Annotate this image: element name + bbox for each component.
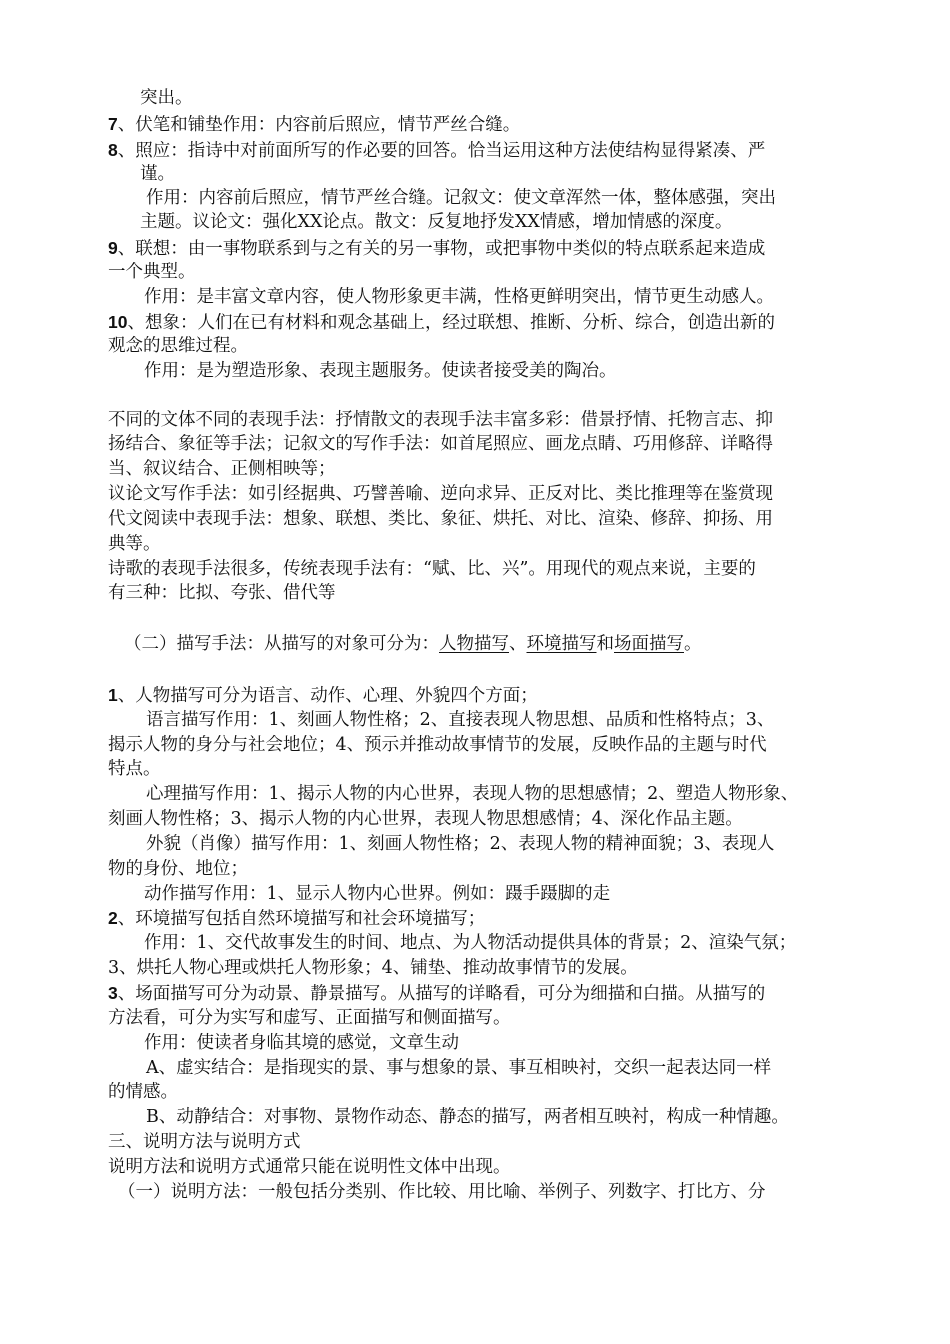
paragraph-line: 议论文写作手法：如引经据典、巧譬善喻、逆向求异、正反对比、类比推理等在鉴赏现 xyxy=(108,484,773,504)
paragraph-line: A、虚实结合：是指现实的景、事与想象的景、事互相映衬，交织一起表达同一样 xyxy=(146,1058,772,1078)
section-heading: （二）描写手法：从描写的对象可分为：人物描写、环境描写和场面描写。 xyxy=(124,634,702,654)
paragraph-line: 语言描写作用：1、刻画人物性格；2、直接表现人物思想、品质和性格特点；3、 xyxy=(146,710,775,730)
list-item-1: 1、人物描写可分为语言、动作、心理、外貌四个方面； xyxy=(108,685,538,706)
list-item-9: 9、联想：由一事物联系到与之有关的另一事物，或把事物中类似的特点联系起来造成 xyxy=(108,238,766,259)
paragraph-line: 谨。 xyxy=(140,164,175,184)
paragraph-line: 揭示人物的身分与社会地位；4、预示并推动故事情节的发展，反映作品的主题与时代 xyxy=(108,735,767,755)
paragraph-line: 典等。 xyxy=(108,534,161,554)
paragraph-line: 外貌（肖像）描写作用：1、刻画人物性格；2、表现人物的精神面貌；3、表现人 xyxy=(146,834,775,854)
paragraph-line: 作用：使读者身临其境的感觉，文章生动 xyxy=(144,1033,459,1053)
underlined-term: 场面描写 xyxy=(614,634,684,654)
paragraph-line: 作用：内容前后照应，情节严丝合缝。记叙文：使文章浑然一体，整体感强，突出 xyxy=(146,188,776,208)
list-item-8: 8、照应：指诗中对前面所写的作必要的回答。恰当运用这种方法使结构显得紧凑、严 xyxy=(108,140,766,161)
paragraph-line: 不同的文体不同的表现手法：抒情散文的表现手法丰富多彩：借景抒情、托物言志、抑 xyxy=(108,410,773,430)
paragraph-line: 心理描写作用：1、揭示人物的内心世界，表现人物的思想感情；2、塑造人物形象、 xyxy=(146,784,799,804)
paragraph-line: 物的身份、地位； xyxy=(108,859,248,879)
paragraph-line: 诗歌的表现手法很多，传统表现手法有：“赋、比、兴”。用现代的观点来说，主要的 xyxy=(108,559,756,579)
paragraph-line: 3、烘托人物心理或烘托人物形象；4、铺垫、推动故事情节的发展。 xyxy=(108,958,638,978)
paragraph-line: 一个典型。 xyxy=(108,262,196,282)
paragraph-line: 作用：是为塑造形象、表现主题服务。使读者接受美的陶冶。 xyxy=(144,361,617,381)
paragraph-line: 观念的思维过程。 xyxy=(108,336,248,356)
list-item-10: 10、想象：人们在已有材料和观念基础上，经过联想、推断、分析、综合，创造出新的 xyxy=(108,312,775,333)
paragraph-line: 主题。议论文：强化XX论点。散文：反复地抒发XX情感，增加情感的深度。 xyxy=(140,212,733,232)
list-item-7: 7、伏笔和铺垫作用：内容前后照应，情节严丝合缝。 xyxy=(108,114,521,135)
paragraph-line: 扬结合、象征等手法；记叙文的写作手法：如首尾照应、画龙点睛、巧用修辞、详略得 xyxy=(108,434,773,454)
paragraph-line: 突出。 xyxy=(140,88,193,108)
underlined-term: 环境描写 xyxy=(526,634,597,654)
paragraph-line: B、动静结合：对事物、景物作动态、静态的描写，两者相互映衬，构成一种情趣。 xyxy=(146,1107,789,1127)
paragraph-line: 代文阅读中表现手法：想象、联想、类比、象征、烘托、对比、渲染、修辞、抑扬、用 xyxy=(108,509,773,529)
list-item-3: 3、场面描写可分为动景、静景描写。从描写的详略看，可分为细描和白描。从描写的 xyxy=(108,983,766,1004)
paragraph-line: 作用：是丰富文章内容，使人物形象更丰满，性格更鲜明突出，情节更生动感人。 xyxy=(144,287,774,307)
paragraph-line: 动作描写作用：1、显示人物内心世界。例如：蹑手蹑脚的走 xyxy=(144,884,611,904)
paragraph-line: 有三种：比拟、夸张、借代等 xyxy=(108,583,336,603)
paragraph-line: （一）说明方法：一般包括分类别、作比较、用比喻、举例子、列数字、打比方、分 xyxy=(118,1182,766,1202)
paragraph-line: 刻画人物性格；3、揭示人物的内心世界，表现人物思想感情；4、深化作品主题。 xyxy=(108,809,743,829)
section-heading: 三、说明方法与说明方式 xyxy=(108,1132,301,1152)
paragraph-line: 特点。 xyxy=(108,759,161,779)
paragraph-line: 方法看，可分为实写和虚写、正面描写和侧面描写。 xyxy=(108,1008,511,1028)
paragraph-line: 的情感。 xyxy=(108,1082,178,1102)
list-item-2: 2、环境描写包括自然环境描写和社会环境描写； xyxy=(108,908,486,929)
paragraph-line: 作用：1、交代故事发生的时间、地点、为人物活动提供具体的背景；2、渲染气氛； xyxy=(144,933,797,953)
underlined-term: 人物描写 xyxy=(439,634,509,654)
paragraph-line: 当、叙议结合、正侧相映等； xyxy=(108,459,336,479)
paragraph-line: 说明方法和说明方式通常只能在说明性文体中出现。 xyxy=(108,1157,511,1177)
